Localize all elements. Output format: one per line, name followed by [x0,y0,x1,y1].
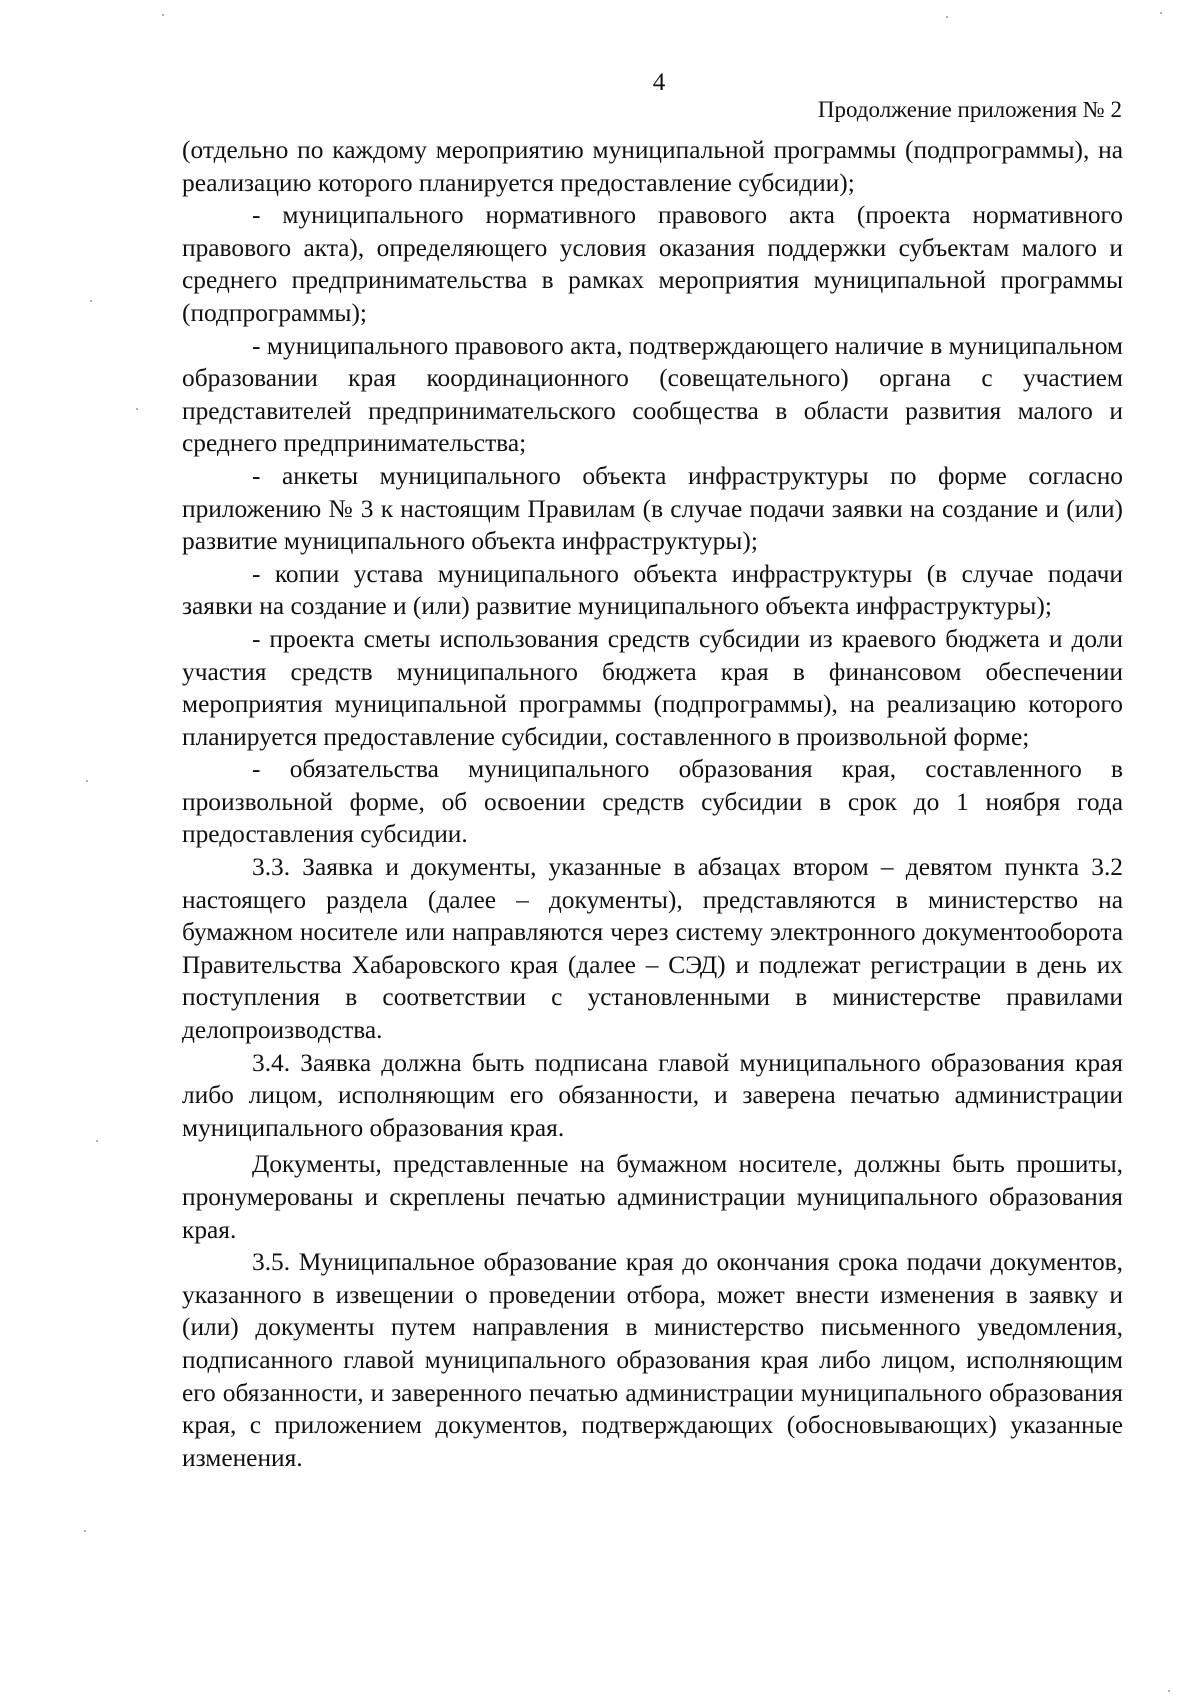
paragraph: - обязательства муниципального образования края, составленного в произвольной форме, об освоении средств субсидии в срок до 1 ноября года предоставления субсидии. [182,755,1123,849]
scan-speck [84,1530,86,1532]
scan-speck [1168,1690,1170,1692]
paragraph: - анкеты муниципального объекта инфраструктуры по форме согласно приложению № 3 к настоящим Правилам (в случае подачи заявки на создание и (или) развитие муниципального объекта инфраструктуры); [182,461,1123,556]
scan-speck [96,1140,98,1142]
page-number: 4 [652,69,666,96]
paragraph: 3.4. Заявка должна быть подписана главой муниципального образования края либо лицом, исполняющим его обязанности, и заверена печатью администрации муниципального образования края. [182,1048,1123,1142]
paragraph: - копии устава муниципального объекта инфраструктуры (в случае подачи заявки на создание и (или) развитие муниципального объекта инфраструктуры); [182,559,1123,621]
scan-speck [90,300,92,302]
scan-speck [86,780,88,782]
scan-speck [946,16,948,18]
scan-speck [1160,12,1162,14]
paragraph: - проекта сметы использования средств субсидии из краевого бюджета и доли участия средств муниципального бюджета края в финансовом обеспечении мероприятия муниципальной программы (подпрограммы), на реализацию которого планируется предоставление субсидии, составленного в произвольной форме; [182,624,1123,751]
body-text [182,134,1123,1474]
paragraph: 3.5. Муниципальное образование края до окончания срока подачи документов, указанного в извещении о проведении отбора, может внести изменения в заявку и (или) документы путем направления в министерство письменного уведомления, подписанного главой муниципального образования края либо лицом, исполняющим его обязанности, и заверенного печатью администрации муниципального образования края, с приложением документов, подтверждающих (обосновывающих) указанные изменения. [182,1248,1123,1472]
scan-speck [162,14,164,16]
scan-speck [136,408,138,410]
paragraph: 3.3. Заявка и документы, указанные в абзацах втором – девятом пункта 3.2 настоящего раздела (далее – документы), представляются в министерство на бумажном носителе или направляются через систему электронного документооборота Правительства Хабаровского края (далее – СЭД) и подлежат регистрации в день их поступления в соответствии с установленными в министерстве правилами делопроизводства. [182,853,1123,1045]
paragraph: Документы, представленные на бумажном носителе, должны быть прошиты, пронумерованы и скреплены печатью администрации муниципального образования края. [182,1150,1123,1244]
running-header: Продолжение приложения № 2 [817,97,1122,122]
paragraph: (отдельно по каждому мероприятию муниципальной программы (подпрограммы), на реализацию которого планируется предоставление субсидии); [182,136,1123,197]
paragraph: - муниципального нормативного правового акта (проекта нормативного правового акта), определяющего условия оказания поддержки субъектам малого и среднего предпринимательства в рамках мероприятия муниципальной программы (подпрограммы); [182,201,1123,327]
paragraph: - муниципального правового акта, подтверждающего наличие в муниципальном образовании края координационного (совещательного) органа с участием представителей предпринимательского сообщества в области развития малого и среднего предпринимательства; [182,331,1123,458]
